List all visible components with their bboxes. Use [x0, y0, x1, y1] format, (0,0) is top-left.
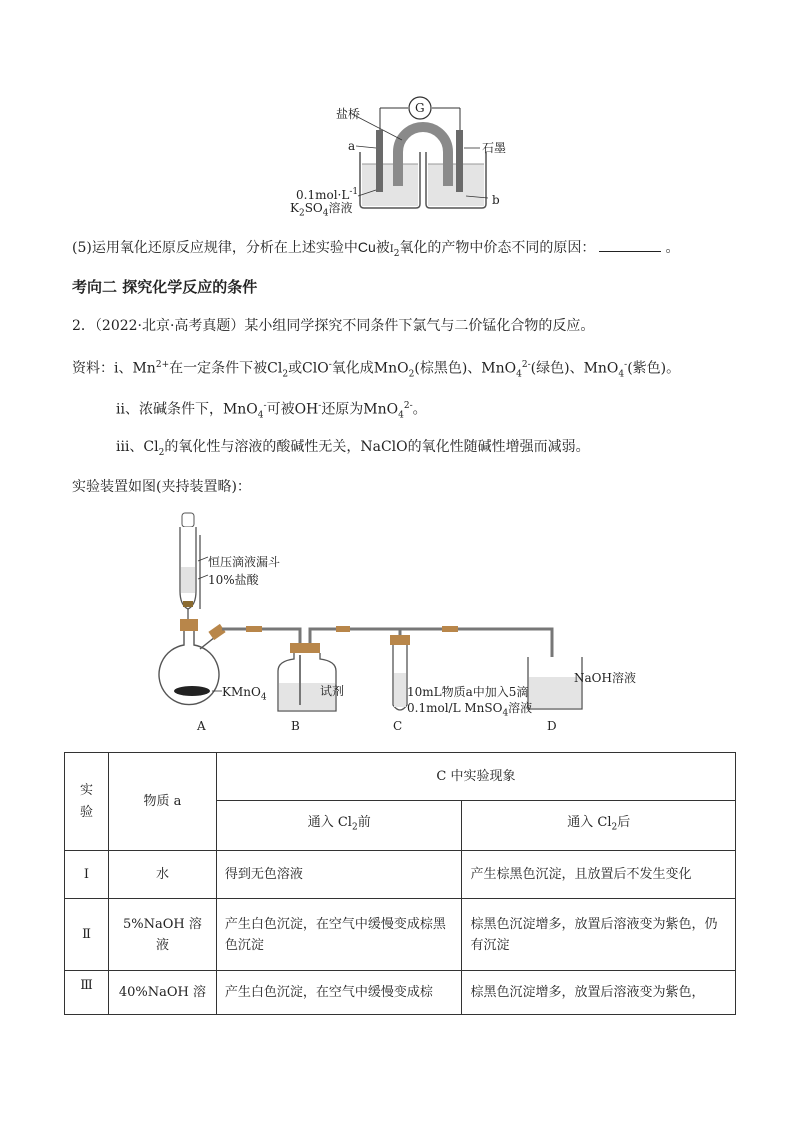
header-substance: 物质 a — [108, 753, 216, 851]
answer-blank[interactable] — [599, 237, 661, 252]
apparatus-label-d: D — [547, 719, 557, 733]
acid-label: 10%盐酸 — [208, 573, 259, 587]
row-after: 棕黑色沉淀增多，放置后溶液变为紫色，仍有沉淀 — [462, 899, 736, 971]
row-id: Ⅲ — [65, 971, 109, 1015]
header-phenomenon: C 中实验现象 — [216, 753, 735, 801]
row-after: 棕黑色沉淀增多，放置后溶液变为紫色， — [462, 971, 736, 1015]
table-row — [65, 971, 736, 1015]
table-row — [65, 851, 736, 899]
experiment-table — [64, 752, 736, 1015]
electrode-b-label: b — [492, 193, 500, 207]
tube-c-line-2: 0.1mol/L MnSO$_4$溶液 — [407, 701, 533, 719]
header-before: 通入 $Cl_2$前 — [216, 801, 462, 851]
naoh-label: NaOH溶液 — [574, 671, 636, 685]
salt-bridge-label: 盐桥 — [336, 107, 361, 121]
row-substance: 5%NaOH 溶液 — [108, 899, 216, 971]
reagent-label: 试剂 — [320, 684, 345, 698]
electrode-a-label: a — [348, 139, 356, 153]
galvanometer-label: G — [415, 101, 425, 115]
row-before: 得到无色溶液 — [216, 851, 462, 899]
reference-item-3: ⅲ、$Cl_2$的氧化性与溶液的酸碱性无关，NaClO的氧化性随碱性增强而减弱。 — [116, 439, 590, 458]
row-id: Ⅱ — [65, 899, 109, 971]
kmno4-label: KMnO$_4$ — [222, 685, 267, 703]
row-substance: 水 — [108, 851, 216, 899]
apparatus-label-c: C — [393, 719, 403, 733]
setup-caption: 实验装置如图(夹持装置略)： — [72, 479, 251, 495]
k2so4-label: $K_2SO_4$溶液 — [290, 201, 353, 219]
reference-item-1: 资料：ⅰ、$Mn^{2+}$在一定条件下被$Cl_2$或ClO-氧化成MnO$_2$(棕黑色)、MnO$_4^{2-}$(绿色)、MnO$_4$-(紫色)。 — [72, 360, 681, 380]
header-experiment: 实验 — [65, 753, 109, 851]
concentration-label: $0.1mol\cdot L^{-1}$ — [296, 187, 359, 202]
graphite-label: 石墨 — [482, 141, 507, 155]
reference-item-2: ⅱ、浓碱条件下，MnO$_4$-可被OH-还原为MnO$_4^{2-}$。 — [116, 401, 427, 421]
row-before: 产生白色沉淀，在空气中缓慢变成棕黑色沉淀 — [216, 899, 462, 971]
row-before: 产生白色沉淀，在空气中缓慢变成棕 — [216, 971, 462, 1015]
section-heading: 考向二 探究化学反应的条件 — [72, 278, 258, 296]
row-substance: 40%NaOH 溶 — [108, 971, 216, 1015]
row-id: Ⅰ — [65, 851, 109, 899]
funnel-label: 恒压滴液漏斗 — [208, 555, 281, 569]
question-2-intro: 2．（2022·北京·高考真题）某小组同学探究不同条件下氯气与二价锰化合物的反应。 — [72, 318, 595, 334]
apparatus-label-a: A — [197, 719, 206, 733]
header-after: 通入 $Cl_2$后 — [462, 801, 736, 851]
tube-c-line-1: 10mL物质a中加入5滴 — [407, 685, 529, 699]
row-after: 产生棕黑色沉淀，且放置后不发生变化 — [462, 851, 736, 899]
table-row — [65, 899, 736, 971]
question-5: (5)运用氧化还原反应规律，分析在上述实验中Cu被$I_2$氧化的产物中价态不同的原因： 。 — [72, 239, 680, 259]
apparatus-label-b: B — [291, 719, 300, 733]
